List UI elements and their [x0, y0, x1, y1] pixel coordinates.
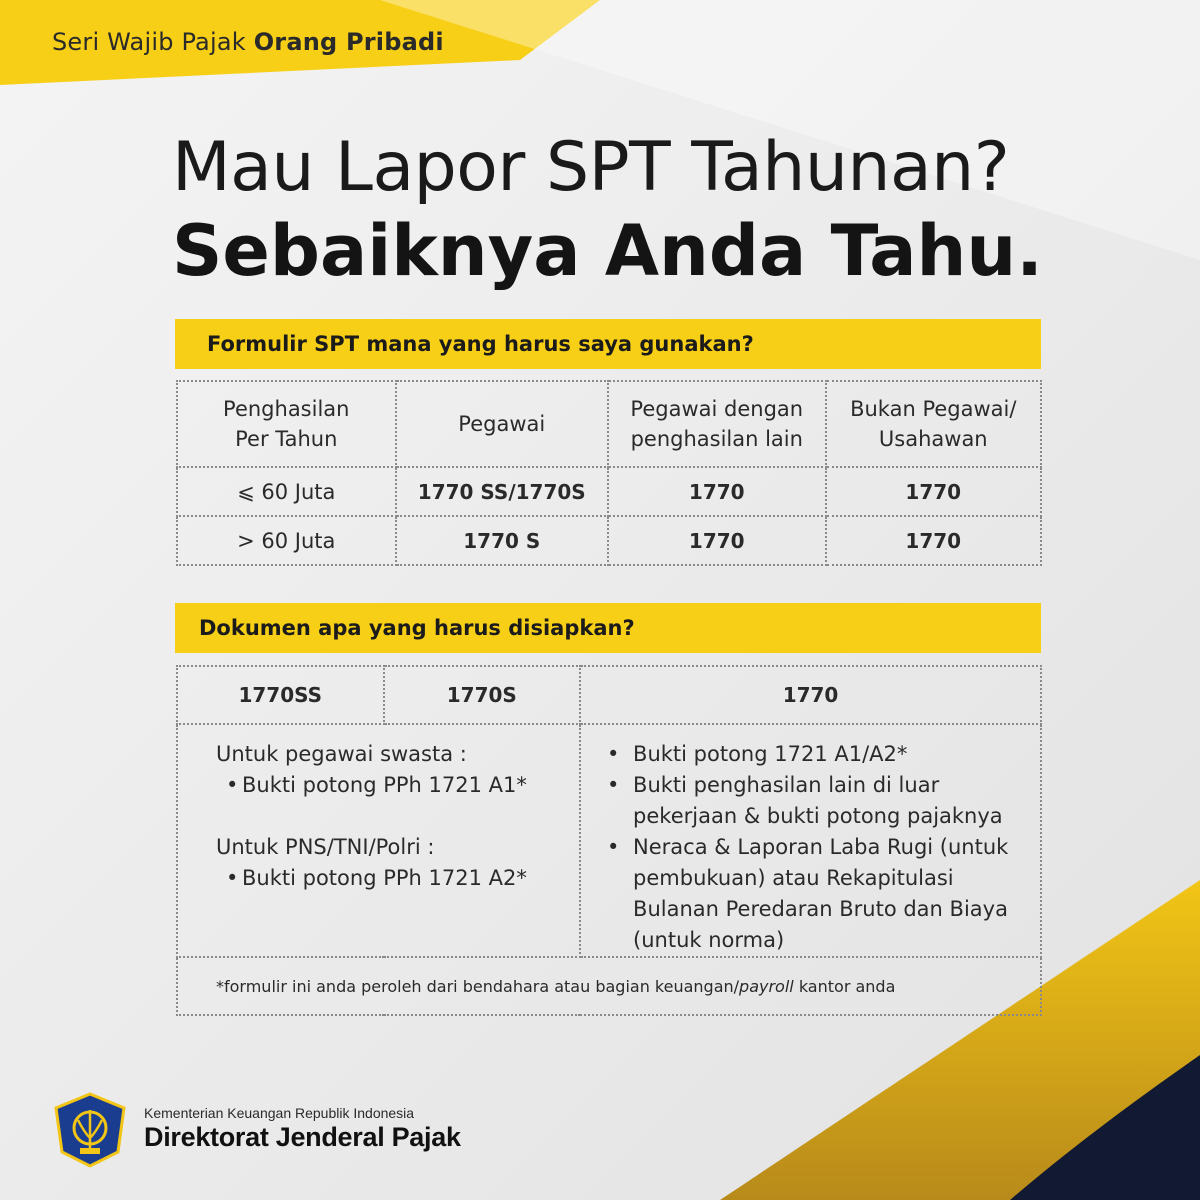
header-1770s: 1770S [384, 666, 581, 724]
cell-usahawan: 1770 [826, 467, 1041, 516]
group-pns-title: Untuk PNS/TNI/Polri : [216, 835, 435, 859]
table-header-row [177, 381, 1041, 467]
cell-pegawai: 1770 S [396, 516, 608, 565]
org-directorate: Direktorat Jenderal Pajak [144, 1122, 461, 1152]
header-usahawan: Bukan Pegawai/ Usahawan [826, 381, 1041, 467]
bullet-icon: • [607, 773, 620, 797]
cell-usahawan: 1770 [826, 516, 1041, 565]
cell-pegawai-lain: 1770 [608, 516, 826, 565]
list-item: • Bukti penghasilan lain di luar pekerjaan & bukti potong pajaknya [607, 770, 1030, 832]
header-1770ss: 1770SS [177, 666, 384, 724]
bullet-icon: • [226, 866, 239, 890]
section2-heading: Dokumen apa yang harus disiapkan? [175, 603, 1041, 653]
documents-body-row [177, 724, 1041, 957]
documents-1770ss-1770s [177, 724, 580, 957]
section1-heading: Formulir SPT mana yang harus saya gunakan? [175, 319, 1041, 369]
title-line2: Sebaiknya Anda Tahu. [172, 210, 1043, 292]
cell-pegawai-lain: 1770 [608, 467, 826, 516]
footnote: *formulir ini anda peroleh dari bendahara atau bagian keuangan/payroll kantor anda [177, 957, 1041, 1015]
table-row [177, 467, 1041, 516]
documents-1770 [580, 724, 1041, 957]
cell-pegawai: 1770 SS/1770S [396, 467, 608, 516]
header-1770: 1770 [580, 666, 1041, 724]
series-label: Seri Wajib Pajak Orang Pribadi [52, 28, 444, 56]
title-line1: Mau Lapor SPT Tahunan? [172, 128, 1010, 207]
bullet-icon: • [226, 773, 239, 797]
header-income: Penghasilan Per Tahun [177, 381, 396, 467]
org-ministry: Kementerian Keuangan Republik Indonesia [144, 1105, 415, 1121]
list-item: • Bukti potong 1721 A1/A2* [607, 739, 1030, 770]
footnote-row [177, 957, 1041, 1015]
bullet-icon: • [607, 742, 620, 766]
list-item: • Bukti potong PPh 1721 A1* [216, 770, 579, 801]
kemenkeu-emblem-icon [52, 1092, 128, 1168]
list-item: • Bukti potong PPh 1721 A2* [216, 863, 579, 894]
list-item: • Neraca & Laporan Laba Rugi (untuk pembukuan) atau Rekapitulasi Bulanan Peredaran Bruto dan Biaya (untuk norma) [607, 832, 1030, 956]
group-swasta-title: Untuk pegawai swasta : [216, 742, 467, 766]
table-row [177, 516, 1041, 565]
table-header-row [177, 666, 1041, 724]
cell-income: ⩽ 60 Juta [177, 467, 396, 516]
bullet-icon: • [607, 835, 620, 859]
documents-table [176, 665, 1042, 1016]
spt-form-table [176, 380, 1042, 566]
header-pegawai-lain: Pegawai dengan penghasilan lain [608, 381, 826, 467]
header-pegawai: Pegawai [396, 381, 608, 467]
cell-income: > 60 Juta [177, 516, 396, 565]
